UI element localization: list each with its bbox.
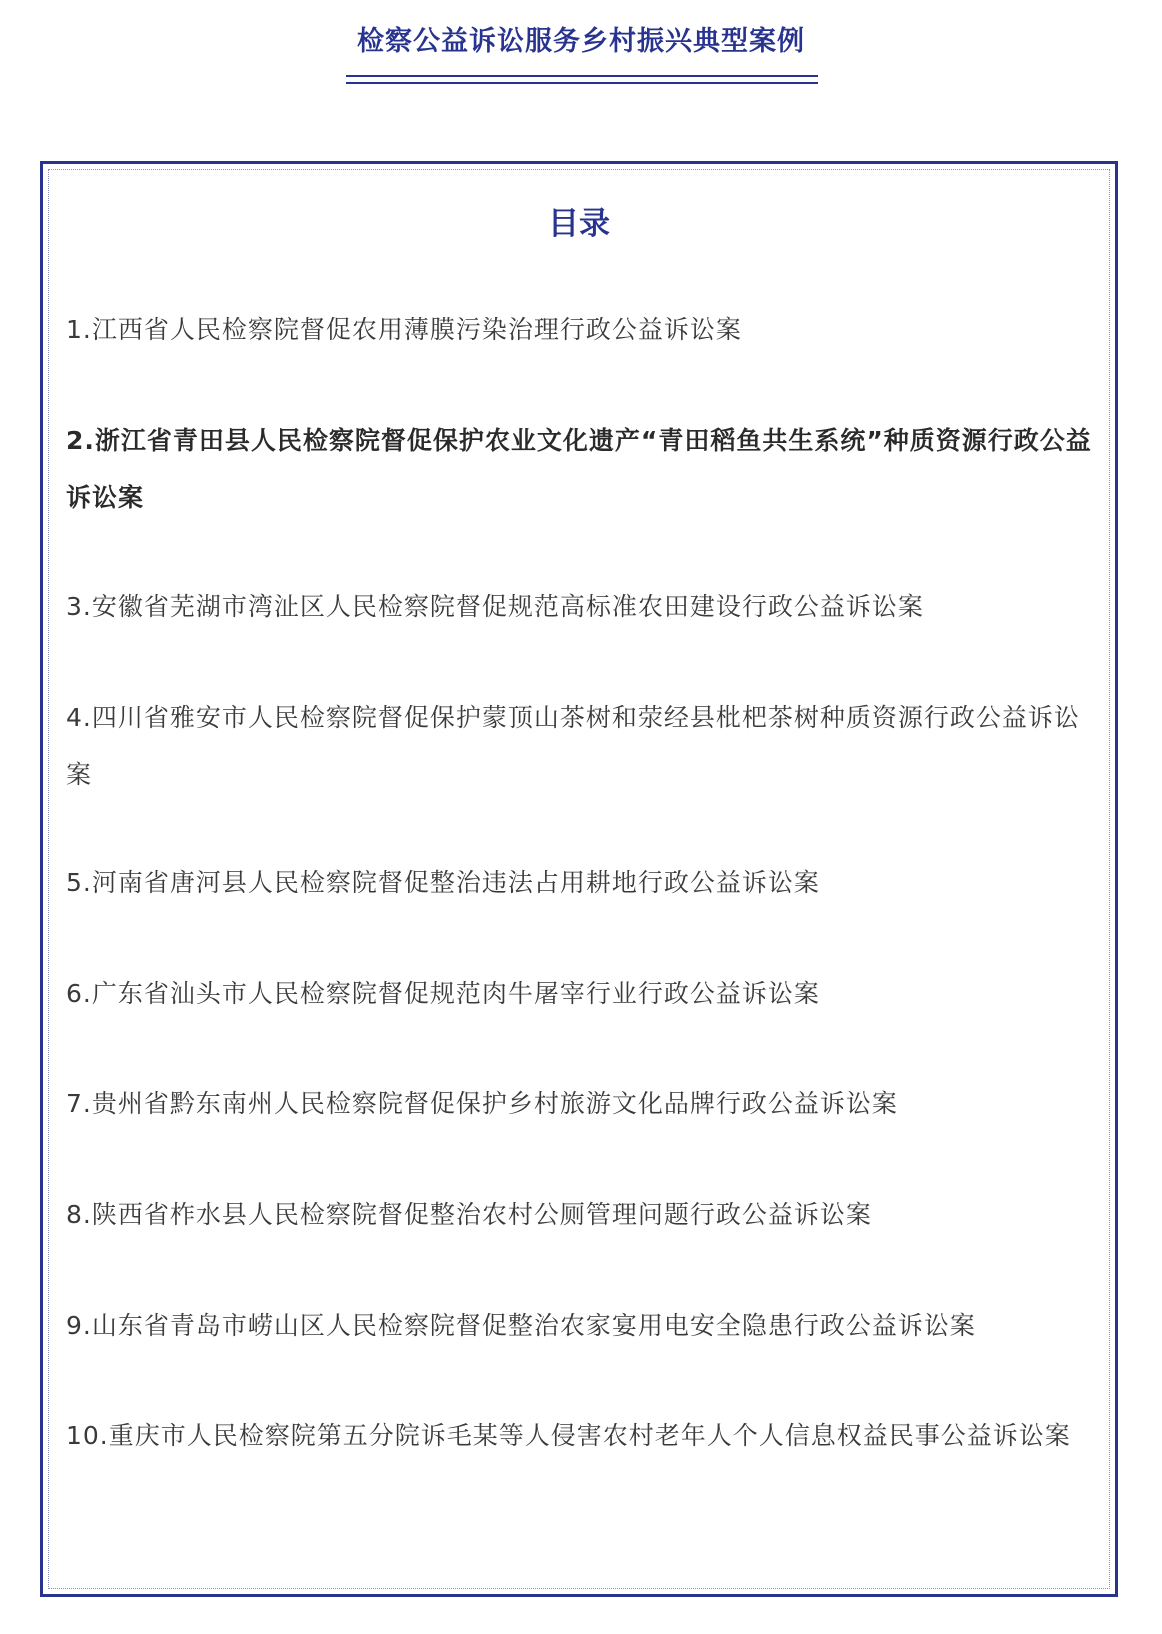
toc-item-3[interactable]: 3.安徽省芜湖市湾沚区人民检察院督促规范高标准农田建设行政公益诉讼案 bbox=[66, 592, 924, 621]
page-title: 检察公益诉讼服务乡村振兴典型案例 bbox=[357, 26, 805, 57]
toc-item-8[interactable]: 8.陕西省柞水县人民检察院督促整治农村公厕管理问题行政公益诉讼案 bbox=[66, 1200, 872, 1229]
toc-item-5[interactable]: 5.河南省唐河县人民检察院督促整治违法占用耕地行政公益诉讼案 bbox=[66, 868, 820, 897]
title-underline-top bbox=[346, 75, 818, 77]
toc-item-6[interactable]: 6.广东省汕头市人民检察院督促规范肉牛屠宰行业行政公益诉讼案 bbox=[66, 979, 820, 1008]
toc-item-9[interactable]: 9.山东省青岛市崂山区人民检察院督促整治农家宴用电安全隐患行政公益诉讼案 bbox=[66, 1311, 976, 1340]
toc-item-4[interactable]: 4.四川省雅安市人民检察院督促保护蒙顶山茶树和荥经县枇杷茶树种质资源行政公益诉讼案 bbox=[66, 703, 1080, 789]
toc-item-1[interactable]: 1.江西省人民检察院督促农用薄膜污染治理行政公益诉讼案 bbox=[66, 315, 742, 344]
toc-item-10[interactable]: 10.重庆市人民检察院第五分院诉毛某等人侵害农村老年人个人信息权益民事公益诉讼案 bbox=[66, 1421, 1071, 1450]
toc-item-7[interactable]: 7.贵州省黔东南州人民检察院督促保护乡村旅游文化品牌行政公益诉讼案 bbox=[66, 1089, 898, 1118]
toc-frame bbox=[40, 161, 1118, 1597]
title-underline-bottom bbox=[346, 82, 818, 84]
toc-heading: 目录 bbox=[548, 206, 610, 242]
toc-item-2[interactable]: 2.浙江省青田县人民检察院督促保护农业文化遗产“青田稻鱼共生系统”种质资源行政公益诉讼案 bbox=[66, 426, 1092, 512]
